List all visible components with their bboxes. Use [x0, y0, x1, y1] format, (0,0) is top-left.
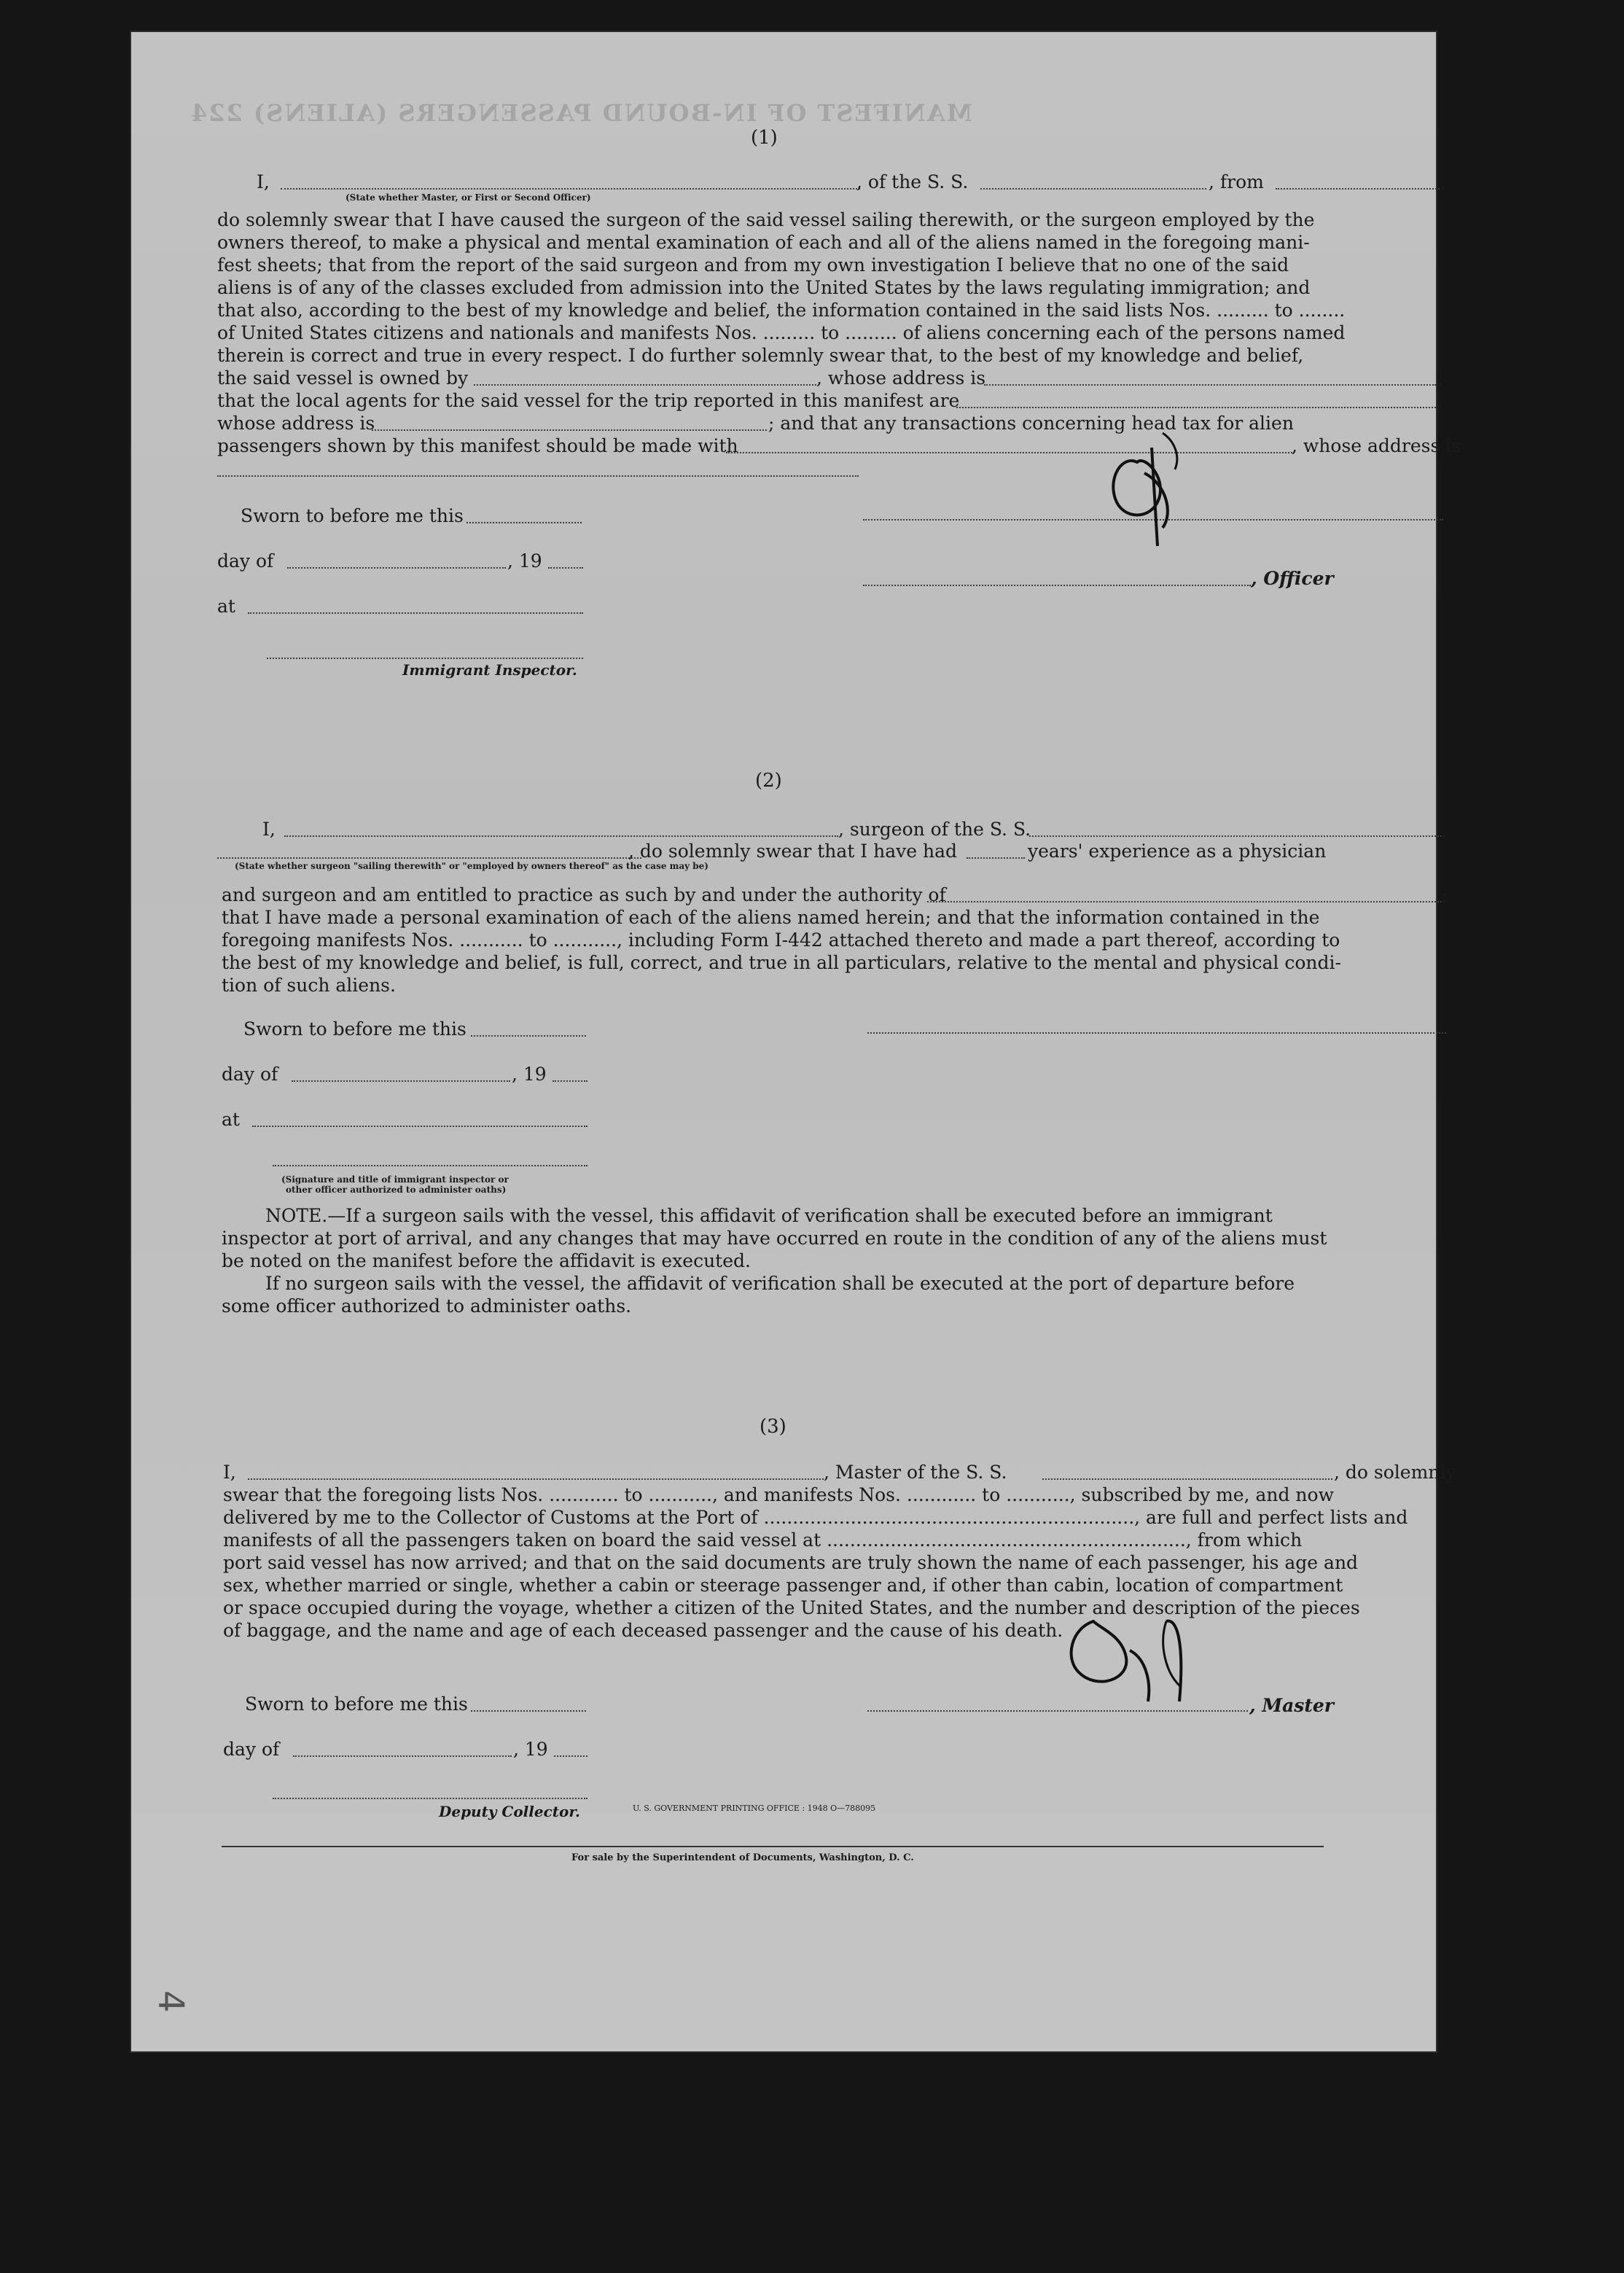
- s2-body-line: that I have made a personal examination of each of the aliens named herein; and that the information contained in the: [222, 907, 1320, 928]
- pencil-mark: 4: [149, 1990, 191, 2013]
- s1-year-line: [548, 567, 583, 569]
- s2-line1-i: I,: [262, 819, 276, 840]
- s2-authority-line: [927, 901, 1442, 902]
- s1-officer-note: (State whether Master, or First or Second Officer): [346, 192, 591, 203]
- section-3-heading: (3): [760, 1416, 786, 1438]
- s3-line1-i: I,: [223, 1462, 236, 1483]
- s1-agents-end: ,: [1437, 390, 1443, 411]
- section-2-heading: (2): [755, 770, 782, 792]
- section-1-heading: (1): [751, 127, 778, 149]
- s2-years-line: [967, 857, 1025, 859]
- s1-body-line: owners thereof, to make a physical and mental examination of each and all of the aliens named in the foregoing mani-: [217, 232, 1310, 253]
- s1-line1-from: , from: [1209, 171, 1264, 192]
- s1-body-line: fest sheets; that from the report of the said surgeon and from my own investigation I believe that no one of the said: [217, 254, 1289, 276]
- s1-day-line: [287, 567, 506, 569]
- s2-sworn-line: [471, 1035, 586, 1037]
- s2-surgeon-name-line: [284, 835, 838, 837]
- s2-inspector-note: (Signature and title of immigrant inspector or: [281, 1174, 509, 1185]
- s2-day-of-label: day of: [222, 1064, 278, 1085]
- s1-head-tax-line: [726, 452, 1295, 453]
- s2-body-line: tion of such aliens.: [222, 975, 396, 996]
- s1-ship-name-line: [980, 188, 1206, 190]
- s1-owned-address: , whose address is: [816, 367, 986, 389]
- s3-year-label: , 19: [513, 1739, 548, 1760]
- s2-body-line: foregoing manifests Nos. ........... to ..........., including Form I-442 attached thereto and made a part thereof, according to: [222, 929, 1340, 951]
- s3-body-line: manifests of all the passengers taken on board the said vessel at .............................................................., from which: [223, 1529, 1303, 1551]
- s1-body-line: that also, according to the best of my knowledge and belief, the information contained in the said lists Nos. ......... to ........: [217, 300, 1346, 321]
- s1-line1-i: I,: [257, 171, 270, 192]
- s3-master-line: [867, 1710, 1248, 1712]
- signature-master: [1057, 1599, 1225, 1709]
- s2-sworn-label: Sworn to before me this: [243, 1018, 466, 1040]
- s3-body-line: swear that the foregoing lists Nos. ............ to ..........., and manifests Nos. ............ to ..........., subscribed by me, and now: [223, 1484, 1334, 1505]
- s2-note-line: inspector at port of arrival, and any changes that may have occurred en route in the condition of any of the aliens must: [222, 1228, 1327, 1249]
- s3-day-line: [293, 1755, 512, 1757]
- s2-day-line: [292, 1080, 510, 1082]
- s1-owned-label: the said vessel is owned by: [217, 367, 469, 389]
- s1-line1-comma: ,: [1440, 171, 1446, 192]
- s1-body-line: of United States citizens and nationals and manifests Nos. ......... to ......... of aliens concerning each of the persons named: [217, 322, 1346, 343]
- s1-body-line: aliens is of any of the classes excluded from admission into the United States by the laws regulating immigration; and: [217, 277, 1311, 298]
- footer-rule: [222, 1846, 1324, 1847]
- s1-port-line: [1276, 188, 1440, 190]
- s2-surgeon-type-line: [217, 857, 641, 859]
- s3-line1-end: , do solemnly: [1334, 1462, 1456, 1483]
- s2-inspector-note: other officer authorized to administer oaths): [286, 1185, 507, 1195]
- s2-year-line: [553, 1080, 587, 1082]
- s1-officer-label: , Officer: [1251, 568, 1334, 589]
- s1-owner-address-line: [984, 384, 1436, 386]
- s1-officer-name-line: [281, 188, 860, 190]
- s3-body-line: of baggage, and the name and age of each deceased passenger and the cause of his death.: [223, 1620, 1063, 1641]
- s1-at-label: at: [217, 596, 235, 617]
- s2-authority-label: and surgeon and am entitled to practice as such by and under the authority of: [222, 884, 946, 905]
- s3-body-line: or space occupied during the voyage, whether a citizen of the United States, and the number and description of the pieces: [223, 1597, 1360, 1618]
- s1-day-of-label: day of: [217, 550, 274, 572]
- s2-signature-line: [867, 1032, 1446, 1034]
- s3-sworn-label: Sworn to before me this: [245, 1693, 468, 1715]
- s2-note-line: some officer authorized to administer oaths.: [222, 1295, 632, 1317]
- s1-passengers-address: , whose address is: [1292, 435, 1461, 456]
- s1-agents-address-line: [372, 429, 767, 431]
- s2-note-line: If no surgeon sails with the vessel, the affidavit of verification shall be executed at the port of departure before: [265, 1273, 1295, 1294]
- s2-line1-ss: , surgeon of the S. S.: [838, 819, 1031, 840]
- s1-owner-line: [474, 384, 816, 386]
- s1-head-tax-address-line: [217, 475, 859, 477]
- s1-at-line: [248, 612, 583, 614]
- s2-year-label: , 19: [512, 1064, 547, 1085]
- bleed-through-header: MANIFEST OF IN-BOUND PASSENGERS (ALIENS) 224: [190, 99, 972, 127]
- s2-at-label: at: [222, 1109, 240, 1130]
- s2-surgeon-note: (State whether surgeon "sailing therewith" or "employed by owners thereof" as the case may be): [235, 861, 708, 871]
- s1-agents-address-label: whose address is: [217, 413, 375, 434]
- s3-collector-label: Deputy Collector.: [439, 1803, 581, 1820]
- s3-master-name-line: [248, 1478, 824, 1480]
- s2-line1-end: ,: [1442, 819, 1448, 840]
- s2-note-line: NOTE.—If a surgeon sails with the vessel, this affidavit of verification shall be executed before an immigrant: [265, 1205, 1273, 1226]
- s3-year-line: [554, 1755, 587, 1757]
- s1-inspector-label: Immigrant Inspector.: [402, 661, 577, 679]
- s1-line1-ss: , of the S. S.: [856, 171, 969, 192]
- s1-agents-line: [956, 407, 1436, 408]
- s2-ship-line: [1029, 835, 1442, 837]
- s3-sworn-line: [471, 1710, 586, 1712]
- s3-body-line: delivered by me to the Collector of Customs at the Port of ................................................................, are full and perfect lists and: [223, 1507, 1408, 1528]
- sale-line: For sale by the Superintendent of Documents, Washington, D. C.: [571, 1852, 914, 1863]
- s1-head-tax: ; and that any transactions concerning head tax for alien: [768, 413, 1294, 434]
- s1-year-label: , 19: [507, 550, 542, 572]
- s2-note-line: be noted on the manifest before the affidavit is executed.: [222, 1250, 751, 1271]
- s1-officer-line: [863, 585, 1251, 586]
- s1-passengers-label: passengers shown by this manifest should be made with: [217, 435, 738, 456]
- s3-line1-ss: , Master of the S. S.: [824, 1462, 1007, 1483]
- s1-body-line: do solemnly swear that I have caused the surgeon of the said vessel sailing therewith, or the surgeon employed by the: [217, 209, 1315, 230]
- signature-officer: [1093, 411, 1195, 550]
- s3-day-of-label: day of: [223, 1739, 280, 1760]
- s3-body-line: sex, whether married or single, whether a cabin or steerage passenger and, if other than cabin, location of compartment: [223, 1575, 1343, 1596]
- s3-collector-line: [273, 1798, 587, 1799]
- manifest-sheet: [131, 32, 1461, 2051]
- s2-line2-years: years' experience as a physician: [1028, 841, 1327, 862]
- s1-body-line: therein is correct and true in every respect. I do further solemnly swear that, to the best of my knowledge and belief,: [217, 345, 1304, 366]
- s2-inspector-line: [273, 1165, 587, 1166]
- s2-at-line: [252, 1126, 587, 1127]
- s1-sworn-line: [466, 522, 582, 523]
- s2-line2-swear: , do solemnly swear that I have had: [628, 841, 958, 862]
- s3-ship-line: [1042, 1478, 1332, 1480]
- s1-owned-end: ;: [1437, 367, 1444, 389]
- s2-body-line: the best of my knowledge and belief, is full, correct, and true in all particulars, relative to the mental and physical condi-: [222, 952, 1341, 973]
- printing-office-line: U. S. GOVERNMENT PRINTING OFFICE : 1948 O—788095: [633, 1804, 876, 1813]
- s3-master-label: , Master: [1249, 1695, 1334, 1716]
- s1-agents-label: that the local agents for the said vessel for the trip reported in this manifest are: [217, 390, 960, 411]
- s2-authority-end: ;: [1442, 884, 1448, 905]
- s3-body-line: port said vessel has now arrived; and that on the said documents are truly shown the name of each passenger, his age and: [223, 1552, 1359, 1573]
- s1-sworn-label: Sworn to before me this: [241, 505, 464, 526]
